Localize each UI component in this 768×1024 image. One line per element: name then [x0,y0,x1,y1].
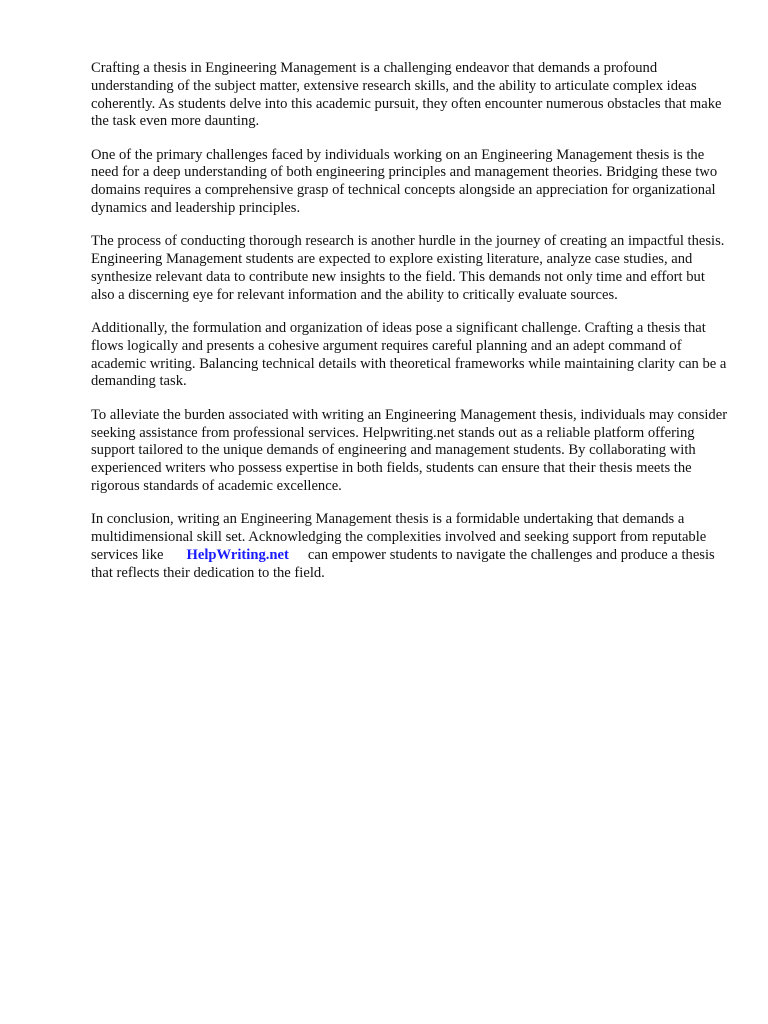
paragraph-assistance: To alleviate the burden associated with writing an Engineering Management thesis, individuals may consider seeking assistance from professional services. Helpwriting.net stands out as a reliable platform offering support tailored to the unique demands of engineering and management students. By collaborating with experienced writers who possess expertise in both fields, students can ensure that their thesis meets the rigorous standards of academic excellence. [91,406,728,494]
helpwriting-link[interactable]: HelpWriting.net [186,546,289,563]
conclusion-text-before-link: In conclusion, writing an Engineering Management thesis is a formidable undertaking that demands a multidimensional skill set. Acknowledging the complexities involved and seeking support from reputable services like [91,511,707,563]
paragraph-challenges: One of the primary challenges faced by individuals working on an Engineering Management thesis is the need for a deep understanding of both engineering principles and management theories. Bridging these two domains requires a comprehensive grasp of technical concepts alongside an appreciation for organizational dynamics and leadership principles. [91,146,718,217]
conclusion-text-after-link: can empower students to navigate the challenges and produce a thesis that reflects their dedication to the field. [91,546,715,581]
paragraph-organization: Additionally, the formulation and organization of ideas pose a significant challenge. Crafting a thesis that flows logically and presents a cohesive argument requires careful planning and an adept command of academic writing. Balancing technical details with theoretical frameworks while maintaining clarity can be a demanding task. [91,320,727,390]
document-body [91,60,731,598]
paragraph-research: The process of conducting thorough research is another hurdle in the journey of creating an impactful thesis. Engineering Management students are expected to explore existing literature, analyze case studies, and synthesize relevant data to contribute new insights to the field. This demands not only time and effort but also a discerning eye for relevant information and the ability to critically evaluate sources. [91,233,725,303]
paragraph-conclusion [91,511,731,582]
paragraph-intro: Crafting a thesis in Engineering Management is a challenging endeavor that demands a profound understanding of the subject matter, extensive research skills, and the ability to articulate complex ideas coherently. As students delve into this academic pursuit, they often encounter numerous obstacles that make the task even more daunting. [91,60,722,130]
